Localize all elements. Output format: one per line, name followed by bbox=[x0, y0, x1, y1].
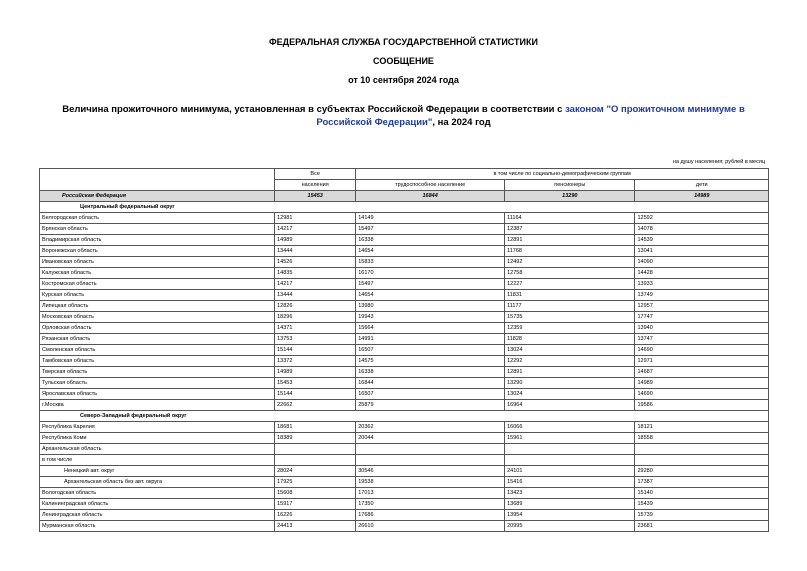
header-all-1: Все bbox=[275, 169, 356, 180]
empty-cell bbox=[356, 455, 505, 466]
cell-name: г.Москва bbox=[40, 400, 275, 411]
cell-working: 19943 bbox=[356, 312, 505, 323]
cell-name: Ивановская область bbox=[40, 257, 275, 268]
cell-working: 26610 bbox=[356, 521, 505, 532]
cell-pensioners: 13024 bbox=[505, 345, 635, 356]
cell-children: 13041 bbox=[635, 246, 769, 257]
cell-all: 15144 bbox=[275, 389, 356, 400]
empty-cell bbox=[635, 455, 769, 466]
cell-pensioners: 16964 bbox=[505, 400, 635, 411]
header-row-1 bbox=[40, 169, 769, 180]
cell-working: 17350 bbox=[356, 499, 505, 510]
cell-all: 14526 bbox=[275, 257, 356, 268]
district-szfo-label: Северо-Западный федеральный округ bbox=[40, 411, 769, 422]
table-row bbox=[40, 312, 769, 323]
cell-all: 14989 bbox=[275, 235, 356, 246]
cell-name: Ленинградская область bbox=[40, 510, 275, 521]
cell-children: 15439 bbox=[635, 499, 769, 510]
cell-name: Калужская область bbox=[40, 268, 275, 279]
message-title: СООБЩЕНИЕ bbox=[373, 56, 434, 66]
cell-working: 16507 bbox=[356, 389, 505, 400]
cell-children: 12957 bbox=[635, 301, 769, 312]
message-date: от 10 сентября 2024 года bbox=[348, 75, 459, 85]
empty-cell bbox=[635, 444, 769, 455]
cell-working: 15664 bbox=[356, 323, 505, 334]
empty-cell bbox=[505, 455, 635, 466]
cell-pensioners: 12227 bbox=[505, 279, 635, 290]
cell-name: Орловская область bbox=[40, 323, 275, 334]
cell-all: 15917 bbox=[275, 499, 356, 510]
cell-working: 14991 bbox=[356, 334, 505, 345]
cell-children: 23681 bbox=[635, 521, 769, 532]
law-link[interactable]: законом "О прожиточном минимуме в Российской Федерации" bbox=[316, 104, 745, 128]
table-row bbox=[40, 356, 769, 367]
cell-pensioners: 11828 bbox=[505, 334, 635, 345]
empty-cell bbox=[275, 455, 356, 466]
header-children: дети bbox=[635, 180, 769, 191]
cell-all: 17925 bbox=[275, 477, 356, 488]
header-all-2: населения bbox=[275, 180, 356, 191]
cell-pensioners: 12359 bbox=[505, 323, 635, 334]
cell-all: 28024 bbox=[275, 466, 356, 477]
cell-all: 15608 bbox=[275, 488, 356, 499]
cell-children: 15739 bbox=[635, 510, 769, 521]
table-row bbox=[40, 268, 769, 279]
district-cfo-label: Центральный федеральный округ bbox=[40, 202, 769, 213]
cell-children: 14989 bbox=[635, 378, 769, 389]
header-working: трудоспособное население bbox=[356, 180, 505, 191]
cell-name: Курская область bbox=[40, 290, 275, 301]
table-row bbox=[40, 400, 769, 411]
cell-pensioners: 12492 bbox=[505, 257, 635, 268]
cell-working: 13980 bbox=[356, 301, 505, 312]
cell-pensioners: 20995 bbox=[505, 521, 635, 532]
cell-working: 19538 bbox=[356, 477, 505, 488]
cell-pensioners: 13954 bbox=[505, 510, 635, 521]
table-row bbox=[40, 367, 769, 378]
table-row bbox=[40, 323, 769, 334]
cell-pensioners: 16066 bbox=[505, 422, 635, 433]
cell-name: Московская область bbox=[40, 312, 275, 323]
cell-working: 15497 bbox=[356, 224, 505, 235]
cell-working: 14654 bbox=[356, 290, 505, 301]
cell-pensioners: 12387 bbox=[505, 224, 635, 235]
cell-children: 14690 bbox=[635, 389, 769, 400]
cell-pensioners: 15735 bbox=[505, 312, 635, 323]
cell-all: 18389 bbox=[275, 433, 356, 444]
cell-working: 14149 bbox=[356, 213, 505, 224]
header-pensioners: пенсионеры bbox=[505, 180, 635, 191]
cell-children: 12592 bbox=[635, 213, 769, 224]
cell-all: 18681 bbox=[275, 422, 356, 433]
header-corner bbox=[40, 169, 275, 191]
cell-all: 14835 bbox=[275, 268, 356, 279]
cell-all: 14217 bbox=[275, 224, 356, 235]
table-row bbox=[40, 345, 769, 356]
table-row bbox=[40, 389, 769, 400]
table-row bbox=[40, 466, 769, 477]
cell-name: Костромская область bbox=[40, 279, 275, 290]
cell-working: 16170 bbox=[356, 268, 505, 279]
cell-children: 14687 bbox=[635, 367, 769, 378]
table-row bbox=[40, 433, 769, 444]
cell-pensioners: 11831 bbox=[505, 290, 635, 301]
table-row bbox=[40, 521, 769, 532]
table-row bbox=[40, 499, 769, 510]
cell-pensioners: 15961 bbox=[505, 433, 635, 444]
cell-working: 30546 bbox=[356, 466, 505, 477]
cell-all: 12826 bbox=[275, 301, 356, 312]
empty-cell bbox=[505, 444, 635, 455]
district-row-cfo bbox=[40, 202, 769, 213]
table-row bbox=[40, 422, 769, 433]
cell-children: 14428 bbox=[635, 268, 769, 279]
cell-children: 14690 bbox=[635, 345, 769, 356]
cell-pensioners: 11768 bbox=[505, 246, 635, 257]
cell-all: 12981 bbox=[275, 213, 356, 224]
cell-children: 17387 bbox=[635, 477, 769, 488]
rf-pensioners: 13290 bbox=[505, 191, 635, 202]
table-row bbox=[40, 257, 769, 268]
unit-note: на душу населения; рублей в месяц bbox=[672, 159, 765, 165]
cell-working: 20044 bbox=[356, 433, 505, 444]
rf-name: Российская Федерация bbox=[40, 191, 275, 202]
cell-working: 16507 bbox=[356, 345, 505, 356]
cell-working: 20362 bbox=[356, 422, 505, 433]
cell-all: 14217 bbox=[275, 279, 356, 290]
cell-all: 18296 bbox=[275, 312, 356, 323]
empty-cell bbox=[275, 444, 356, 455]
cell-all: 13444 bbox=[275, 246, 356, 257]
cell-all: 22662 bbox=[275, 400, 356, 411]
cell-working: 17686 bbox=[356, 510, 505, 521]
cell-all: 13372 bbox=[275, 356, 356, 367]
table-row bbox=[40, 213, 769, 224]
cell-pensioners: 13024 bbox=[505, 389, 635, 400]
cell-children: 14078 bbox=[635, 224, 769, 235]
table-row bbox=[40, 224, 769, 235]
cell-name: Владимирская область bbox=[40, 235, 275, 246]
cell-working: 16844 bbox=[356, 378, 505, 389]
cell-pensioners: 12292 bbox=[505, 356, 635, 367]
cell-pensioners: 12891 bbox=[505, 235, 635, 246]
cell-working: 25879 bbox=[356, 400, 505, 411]
cell-children: 15140 bbox=[635, 488, 769, 499]
agency-title: ФЕДЕРАЛЬНАЯ СЛУЖБА ГОСУДАРСТВЕННОЙ СТАТИСТИКИ bbox=[269, 37, 538, 47]
cell-name: Тверская область bbox=[40, 367, 275, 378]
cell-all: 24413 bbox=[275, 521, 356, 532]
cell-name: Ненецкий авт. округ bbox=[40, 466, 275, 477]
table-row bbox=[40, 301, 769, 312]
rf-children: 14989 bbox=[635, 191, 769, 202]
cell-children: 13940 bbox=[635, 323, 769, 334]
rf-all: 15453 bbox=[275, 191, 356, 202]
rf-row bbox=[40, 191, 769, 202]
empty-cell bbox=[356, 444, 505, 455]
cell-pensioners: 13423 bbox=[505, 488, 635, 499]
cell-all: 13753 bbox=[275, 334, 356, 345]
cell-name: Тульская область bbox=[40, 378, 275, 389]
cell-working: 16338 bbox=[356, 367, 505, 378]
arkhangelsk-row-label: Архангельская область bbox=[40, 444, 275, 455]
table-row bbox=[40, 510, 769, 521]
cell-pensioners: 13290 bbox=[505, 378, 635, 389]
cell-pensioners: 24101 bbox=[505, 466, 635, 477]
cell-children: 14090 bbox=[635, 257, 769, 268]
cell-name: Белгородская область bbox=[40, 213, 275, 224]
table-row bbox=[40, 488, 769, 499]
cell-children: 18121 bbox=[635, 422, 769, 433]
cell-working: 15833 bbox=[356, 257, 505, 268]
subsistence-table bbox=[39, 168, 769, 532]
cell-children: 17747 bbox=[635, 312, 769, 323]
cell-children: 19586 bbox=[635, 400, 769, 411]
cell-name: Ярославская область bbox=[40, 389, 275, 400]
cell-name: Брянская область bbox=[40, 224, 275, 235]
table-row bbox=[40, 334, 769, 345]
cell-pensioners: 12758 bbox=[505, 268, 635, 279]
cell-all: 14989 bbox=[275, 367, 356, 378]
cell-name: Архангельская область без авт. округа bbox=[40, 477, 275, 488]
cell-name: Тамбовская область bbox=[40, 356, 275, 367]
cell-children: 13749 bbox=[635, 290, 769, 301]
cell-working: 15497 bbox=[356, 279, 505, 290]
including-row bbox=[40, 455, 769, 466]
cell-pensioners: 15416 bbox=[505, 477, 635, 488]
cell-all: 16226 bbox=[275, 510, 356, 521]
table-row bbox=[40, 477, 769, 488]
cell-name: Республика Карелия bbox=[40, 422, 275, 433]
cell-all: 15144 bbox=[275, 345, 356, 356]
cell-all: 14371 bbox=[275, 323, 356, 334]
subtitle-tail: , на 2024 год bbox=[432, 117, 491, 128]
cell-working: 14575 bbox=[356, 356, 505, 367]
cell-children: 14539 bbox=[635, 235, 769, 246]
cell-name: Рязанская область bbox=[40, 334, 275, 345]
table-row bbox=[40, 235, 769, 246]
cell-name: Калининградская область bbox=[40, 499, 275, 510]
district-row-szfo bbox=[40, 411, 769, 422]
cell-name: Воронежская область bbox=[40, 246, 275, 257]
cell-working: 17013 bbox=[356, 488, 505, 499]
including-row-label: в том числе bbox=[40, 455, 275, 466]
rf-working: 16844 bbox=[356, 191, 505, 202]
table-row bbox=[40, 279, 769, 290]
cell-pensioners: 12891 bbox=[505, 367, 635, 378]
cell-pensioners: 11177 bbox=[505, 301, 635, 312]
cell-name: Республика Коми bbox=[40, 433, 275, 444]
document-subtitle bbox=[50, 103, 757, 129]
table-row bbox=[40, 290, 769, 301]
cell-all: 15453 bbox=[275, 378, 356, 389]
cell-working: 14654 bbox=[356, 246, 505, 257]
cell-pensioners: 13689 bbox=[505, 499, 635, 510]
arkhangelsk-row bbox=[40, 444, 769, 455]
cell-children: 29280 bbox=[635, 466, 769, 477]
cell-name: Смоленская область bbox=[40, 345, 275, 356]
table-row bbox=[40, 378, 769, 389]
cell-all: 13444 bbox=[275, 290, 356, 301]
cell-name: Мурманская область bbox=[40, 521, 275, 532]
table-row bbox=[40, 246, 769, 257]
cell-children: 12971 bbox=[635, 356, 769, 367]
cell-working: 16338 bbox=[356, 235, 505, 246]
cell-name: Вологодская область bbox=[40, 488, 275, 499]
cell-children: 13933 bbox=[635, 279, 769, 290]
subtitle-text: Величина прожиточного минимума, установленная в субъектах Российской Федерации в соответствии с bbox=[62, 104, 566, 115]
cell-children: 18558 bbox=[635, 433, 769, 444]
cell-pensioners: 11164 bbox=[505, 213, 635, 224]
cell-children: 13747 bbox=[635, 334, 769, 345]
cell-name: Липецкая область bbox=[40, 301, 275, 312]
header-group: в том числе по социально-демографическим группам bbox=[356, 169, 769, 180]
